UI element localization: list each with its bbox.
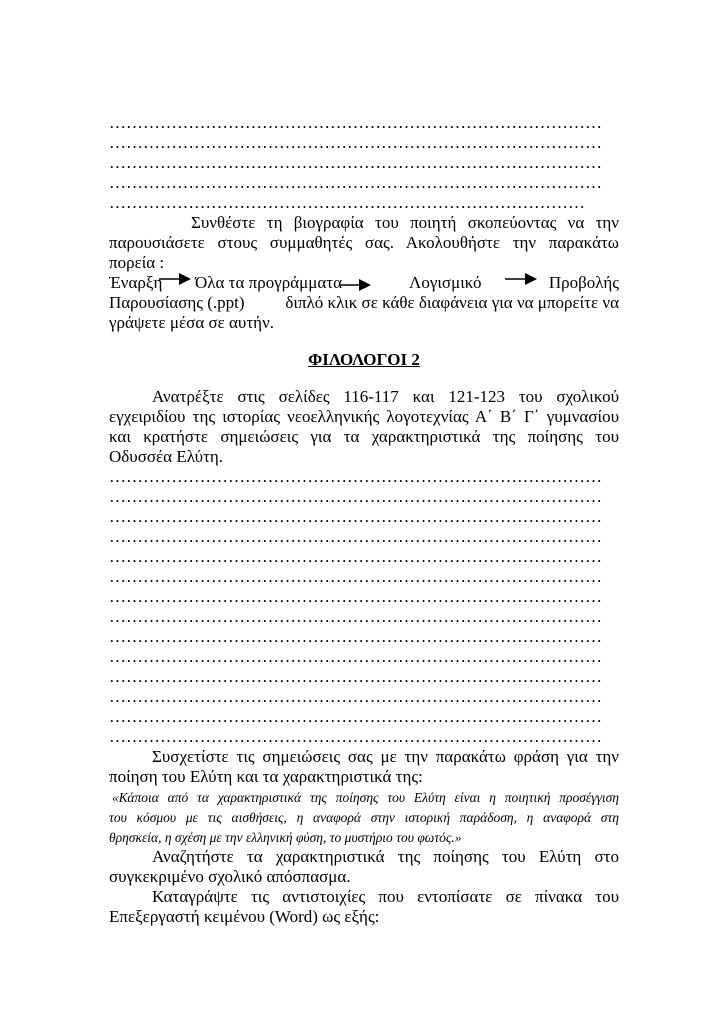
task-line: Ανατρέξτε στις σελίδες 116-117 και 121-123 του σχολικού <box>152 387 619 406</box>
quote-line: «Κάποια από τα χαρακτηριστικά της ποίησης του Ελύτη είναι η ποιητική προσέγγιση <box>112 790 619 805</box>
task-line: Καταγράψτε τις αντιστοιχίες που εντοπίσατε σε πίνακα του <box>152 887 619 906</box>
dotted-line: …………………………………………………………………………… <box>109 113 602 132</box>
instruction-line: παρουσιάσετε στους συμμαθητές σας. Ακολουθήστε την παρακάτω <box>109 233 619 252</box>
menu-path <box>109 273 619 293</box>
dotted-line: …………………………………………………………………………… <box>109 607 602 626</box>
dotted-line: …………………………………………………………………………… <box>109 487 602 506</box>
dotted-line: …………………………………………………………………………… <box>109 133 602 152</box>
instruction-line: πορεία : <box>109 253 165 272</box>
instruction-text: διπλό κλικ σε κάθε διαφάνεια για να μπορείτε να <box>285 293 619 312</box>
path-step2-label: Λογισμικό <box>409 273 482 292</box>
dotted-line: …………………………………………………………………………… <box>109 507 602 526</box>
task-line: εγχειριδίου της ιστορίας νεοελληνικής λογοτεχνίας Α΄ Β΄ Γ΄ γυμνασίου <box>109 407 619 426</box>
instruction-text: Παρουσίασης (.ppt) <box>109 293 245 312</box>
dotted-line: …………………………………………………………………………… <box>109 627 602 646</box>
dotted-line: …………………………………………………………………………… <box>109 647 602 666</box>
dotted-line: …………………………………………………………………………… <box>109 687 602 706</box>
section-title: ΦΙΛΟΛΟΓΟΙ 2 <box>308 350 420 369</box>
dotted-line: …………………………………………………………………………… <box>109 587 602 606</box>
task-line: Επεξεργαστή κειμένου (Word) ως εξής: <box>109 907 380 926</box>
dotted-line: …………………………………………………………………………… <box>109 153 602 172</box>
task-line: και κρατήστε σημειώσεις για τα χαρακτηριστικά της ποίησης του <box>109 427 619 446</box>
dotted-line: ………………………………………………………………………… <box>109 193 585 212</box>
dotted-line: …………………………………………………………………………… <box>109 173 602 192</box>
task-line: Αναζητήστε τα χαρακτηριστικά της ποίησης του Ελύτη στο <box>152 847 619 866</box>
path-step1-label: Όλα τα προγράμματα <box>195 273 343 292</box>
dotted-line: …………………………………………………………………………… <box>109 467 602 486</box>
instruction-line: Συνθέστε τη βιογραφία του ποιητή σκοπεύοντας να την <box>191 213 619 232</box>
quote-line: του κόσμου με τις αισθήσεις, η αναφορά στην ιστορική παράδοση, η αναφορά στη <box>109 810 619 825</box>
task-line: συγκεκριμένο σχολικό απόσπασμα. <box>109 867 351 886</box>
task-line: Συσχετίστε τις σημειώσεις σας με την παρακάτω φράση για την <box>152 747 619 766</box>
instruction-line: γράψετε μέσα σε αυτήν. <box>109 313 275 332</box>
dotted-line: …………………………………………………………………………… <box>109 527 602 546</box>
dotted-line: …………………………………………………………………………… <box>109 667 602 686</box>
path-start-label: Έναρξη <box>109 273 163 292</box>
arrow-right-icon <box>159 273 191 287</box>
task-line: ποίηση του Ελύτη και τα χαρακτηριστικά της: <box>109 767 423 786</box>
quote-line: θρησκεία, η σχέση με την ελληνική φύση, το μυστήριο του φωτός.» <box>109 830 462 845</box>
instruction-line <box>109 293 619 313</box>
task-line: Οδυσσέα Ελύτη. <box>109 447 224 466</box>
dotted-line: …………………………………………………………………………… <box>109 547 602 566</box>
dotted-line: …………………………………………………………………………… <box>109 567 602 586</box>
dotted-line: …………………………………………………………………………… <box>109 727 602 746</box>
dotted-line: …………………………………………………………………………… <box>109 707 602 726</box>
arrow-right-icon <box>505 273 537 287</box>
path-step3-label: Προβολής <box>548 273 619 292</box>
arrow-right-icon <box>339 277 371 293</box>
